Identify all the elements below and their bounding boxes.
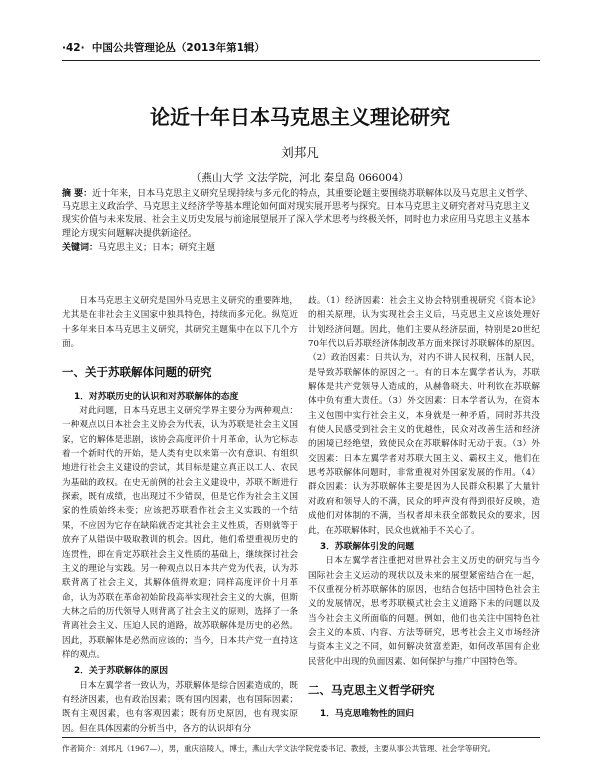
keywords	[62, 240, 538, 253]
abstract-label: 摘 要：	[62, 189, 93, 199]
author: 刘邦凡	[281, 145, 319, 160]
footnote-rule	[62, 737, 540, 738]
section-heading-2: 二、马克思主义哲学研究	[308, 682, 435, 697]
body-paragraph: 对此问题，日本马克思主义研究学界主要分为两种观点：一种观点以日本社会主义协会为代表，认为苏联是社会主义国家，它的解体是悲剧，该协会高度评价十月革命，认为它标志着一个新时代的开始，是人类有史以来第一次有意识、有组织地进行社会主义建设的尝试，其目标是建立真正以工人、农民为基础的政权。在史无前例的社会主义建设中，苏联不断进行探索，既有成绩，也出现过不少错误，但是它作为社会主义国家的性质始终未变；应该把苏联看作社会主义实践的一个结果，不应因为它存在缺陷就否定其社会主义性质，否则就等于放弃了从错误中吸取教训的机会。因此，他们希望重视历史的连贯性，即在肯定苏联社会主义性质的基础上，继续探讨社会主义的理论与实践。另一种观点以日本共产党为代表，认为苏联背离了社会主义，其解体值得欢迎；同样高度评价十月革命，认为苏联在革命初始阶段高举实现社会主义的大旗，但斯大林之后的历代领导人则背离了社会主义的原则，选择了一条背离社会主义、压迫人民的道路，故苏联解体是历史的必然。因此，苏联解体是必然而应该的；当今，日本共产党一直持这样的观点。	[62, 406, 298, 660]
running-head	[62, 40, 265, 55]
body-paragraph: 日本左翼学者注重把对世界社会主义历史的研究与当今国际社会主义运动的现状以及未来的展望紧密结合在一起，不仅重视分析苏联解体的原因，也结合包括中国特色社会主义的发展情况，思考苏联模式社会主义道路下未的问题以及当今社会主义所面临的问题。例如，他们也关注中国特色社会主义的本质、内容、方法等研究，思考社会主义市场经济与资本主义之不同，如何解决贫富差距，如何改革国有企业民营化中出现的负面因素、如何保护与推广中国特色等。	[308, 556, 540, 667]
journal-name: 中国公共管理论丛（2013年第1辑）	[91, 42, 265, 54]
body-paragraph: 歧。（1）经济因素：社会主义协会特别重视研究《资本论》的相关原理，认为实现社会主义后，马克思主义应该处理好计划经济问题。因此，他们主要从经济层面，特别是20世纪70年代以后苏联经济体制改革方面来探讨苏联解体的原因。（2）政治因素：日共认为，对内不讲人民权利，压制人民，是导致苏联解体的原因之一。有的日本左翼学者认为，苏联解体是共产党领导人造成的，从赫鲁晓夫、叶利钦在苏联解体中负有重大责任。（3）外交因素：日本学者认为，在资本主义包围中实行社会主义，本身就是一种矛盾，同时苏共没有使人民感受到社会主义的优越性，民众对改善生活和经济的困境已经绝望，致使民众在苏联解体时无动于衷。（3）外交因素：日本左翼学者对苏联大国主义、霸权主义，他们在思考苏联解体问题时，非常重视对外国家发展的作用。（4）群众因素：认为苏联解体主要是因为人民群众积累了大量针对政府和领导人的不满，民众的呼声没有得到很好反映，造成他们对体制的不满，当权者却未获全部数民众的要求，因此，在苏联解体时，民众也就袖手不关心了。	[308, 296, 540, 536]
abstract	[62, 188, 538, 241]
header-rule	[62, 60, 540, 61]
section-heading-1: 一、关于苏联解体问题的研究	[62, 365, 212, 380]
subsection-heading-1-2: 2．关于苏联解体的原因	[74, 666, 169, 677]
subsection-heading-2-1: 1．马克思唯物性的回归	[320, 709, 415, 720]
subsection-heading-1-1: 1．对苏联历史的认识和对苏联解体的态度	[74, 391, 239, 402]
keywords-label: 关键词：	[62, 243, 99, 253]
body-paragraph: 日本左翼学者一致认为，苏联解体是综合因素造成的，既有经济因素，也有政治因素；既有国内因素，也有国际因素；既有主观因素，也有客观因素；既有历史原因，也有现实原因。但在具体因素的分析当中，各方的认识却有分	[62, 680, 298, 734]
intro-paragraph: 日本马克思主义研究是国外马克思主义研究的重要阵地，尤其是在非社会主义国家中独具特色，持续而多元化。纵览近十多年来日本马克思主义研究，其研究主题集中在以下几个方面。	[62, 296, 298, 350]
author-footnote: 作者简介：刘邦凡（1967—），男，重庆涪陵人，博士，燕山大学文法学院党委书记、教授，主要从事公共管理、社会学等研究。	[62, 744, 496, 753]
right-column	[308, 294, 540, 722]
left-column	[62, 294, 298, 736]
subsection-heading-1-3: 3．苏联解体引发的问题	[320, 541, 415, 552]
keywords-text: 马克思主义；日本；研究主题	[98, 243, 216, 253]
paper-title: 论近十年日本马克思主义理论研究	[150, 105, 450, 129]
page-number: ·42·	[62, 42, 85, 54]
affiliation: （燕山大学 文法学院，河北 秦皇岛 066004）	[190, 172, 410, 184]
abstract-text: 近十年来，日本马克思主义研究呈现持续与多元化的特点，其重要论题主要围绕苏联解体以及马克思主义哲学、马克思主义政治学、马克思主义经济学等基本理论如何面对现实展开思考与探究。日本马克思主义研究者对马克思主义现实价值与未来发展、社会主义历史发展与前途展望展开了深入学术思考与终极关怀，同时也力求应用马克思主义基本理论方现实问题解决提供新途径。	[62, 189, 534, 239]
